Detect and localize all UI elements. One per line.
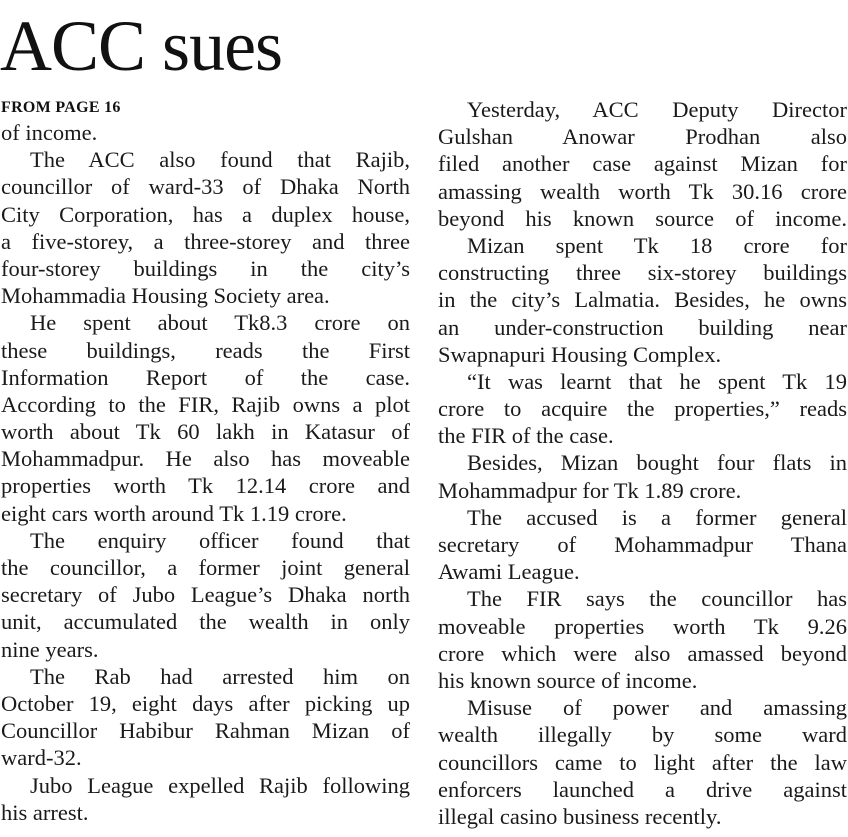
text-line: properties worth Tk 12.14 crore and <box>1 473 410 499</box>
text-line: wealth illegally by some ward <box>438 722 847 748</box>
text-line: Mohammadpur. He also has moveable <box>1 446 410 472</box>
text-line: eight cars worth around Tk 1.19 crore. <box>1 500 347 526</box>
text-line: councillors came to light after the law <box>438 749 847 775</box>
continuation-kicker: FROM PAGE 16 <box>1 99 121 116</box>
text-line: Besides, Mizan bought four flats in <box>467 450 847 476</box>
text-line: a five-storey, a three-storey and three <box>1 228 410 254</box>
text-line: amassing wealth worth Tk 30.16 crore <box>438 178 847 204</box>
text-line: the FIR of the case. <box>438 423 614 449</box>
text-line: enforcers launched a drive against <box>438 776 847 802</box>
text-line: secretary of Jubo League’s Dhaka north <box>1 582 410 608</box>
text-line: According to the FIR, Rajib owns a plot <box>1 391 410 417</box>
text-line: Jubo League expelled Rajib following <box>30 772 410 798</box>
text-line: Mizan spent Tk 18 crore for <box>467 232 847 258</box>
text-line: four-storey buildings in the city’s <box>1 255 410 281</box>
text-line: the councillor, a former joint general <box>1 555 410 580</box>
text-line: October 19, eight days after picking up <box>1 690 410 716</box>
text-line: Information Report of the case. <box>1 364 410 390</box>
text-line: these buildings, reads the First <box>1 337 410 363</box>
text-line: moveable properties worth Tk 9.26 <box>438 613 847 639</box>
text-line: Councillor Habibur Rahman Mizan of <box>1 718 410 744</box>
text-line: Misuse of power and amassing <box>467 695 847 721</box>
text-line: crore which were also amassed beyond <box>438 640 847 666</box>
left-column-text <box>1 119 410 826</box>
text-line: illegal casino business recently. <box>438 803 722 829</box>
text-line: crore to acquire the properties,” reads <box>438 396 847 422</box>
text-line: worth about Tk 60 lakh in Katasur of <box>1 419 410 445</box>
text-line: in the city’s Lalmatia. Besides, he owns <box>438 287 847 313</box>
text-line: secretary of Mohammadpur Thana <box>438 532 847 557</box>
text-line: nine years. <box>1 636 99 662</box>
text-line: Yesterday, ACC Deputy Director <box>467 97 847 122</box>
text-line: The Rab had arrested him on <box>30 663 410 689</box>
headline: ACC sues <box>0 6 283 86</box>
text-line: constructing three six-storey buildings <box>438 260 847 286</box>
text-line: Mohammadia Housing Society area. <box>1 283 330 309</box>
text-line: unit, accumulated the wealth in only <box>1 609 410 635</box>
text-line: filed another case against Mizan for <box>438 151 847 177</box>
right-column-text <box>438 96 847 830</box>
text-line: his arrest. <box>1 799 89 825</box>
text-line: The accused is a former general <box>467 504 847 530</box>
text-line: Awami League. <box>438 559 580 585</box>
text-line: “It was learnt that he spent Tk 19 <box>467 368 847 394</box>
text-line: of income. <box>1 120 98 145</box>
text-line: He spent about Tk8.3 crore on <box>30 310 410 336</box>
text-line: ward-32. <box>1 745 82 771</box>
text-line: The ACC also found that Rajib, <box>30 147 410 173</box>
text-line: an under-construction building near <box>438 314 847 340</box>
text-line: Gulshan Anowar Prodhan also <box>438 124 847 150</box>
text-line: City Corporation, has a duplex house, <box>1 201 410 227</box>
article-column-right <box>438 96 847 830</box>
text-line: The FIR says the councillor has <box>467 586 847 612</box>
article-column-left <box>1 96 410 826</box>
text-line: Mohammadpur for Tk 1.89 crore. <box>438 477 742 503</box>
text-line: Swapnapuri Housing Complex. <box>438 341 722 367</box>
text-line: his known source of income. <box>438 667 698 693</box>
text-line: councillor of ward-33 of Dhaka North <box>1 174 410 200</box>
text-line: beyond his known source of income. <box>438 205 847 231</box>
text-line: The enquiry officer found that <box>30 527 410 553</box>
